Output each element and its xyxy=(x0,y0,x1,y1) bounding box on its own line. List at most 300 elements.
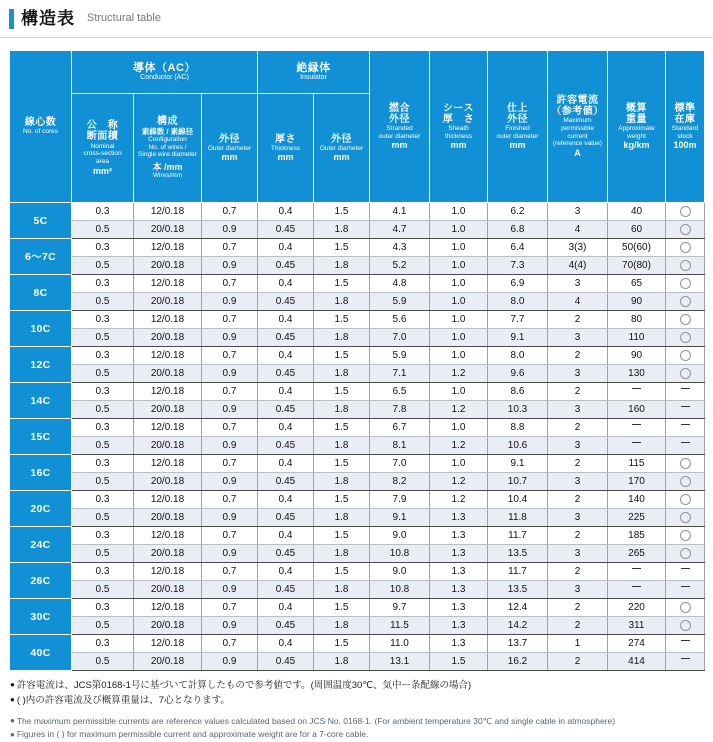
cell-finished-od: 6.9 xyxy=(488,275,548,293)
cell-finished-od: 7.7 xyxy=(488,311,548,329)
cell-finished-od: 11.8 xyxy=(488,509,548,527)
header-config-unit-en: Wires/mm xyxy=(152,171,183,179)
cell-nominal-area: 0.5 xyxy=(72,437,134,455)
cell-insulator-od: 1.5 xyxy=(314,347,370,365)
cell-max-current: 3 xyxy=(548,509,608,527)
cell-standard-stock xyxy=(666,221,705,239)
cell-configuration: 12/0.18 xyxy=(134,455,202,473)
cell-configuration: 20/0.18 xyxy=(134,617,202,635)
cell-configuration: 20/0.18 xyxy=(134,437,202,455)
core-count-label: 24C xyxy=(10,527,72,563)
cell-insulator-thickness: 0.4 xyxy=(258,311,314,329)
cell-stranded-od: 5.2 xyxy=(370,257,430,275)
structural-table xyxy=(9,50,705,671)
cell-finished-od: 9.1 xyxy=(488,329,548,347)
cell-conductor-od: 0.9 xyxy=(202,581,258,599)
header-ins-th-en: Thickness xyxy=(270,144,301,152)
cell-stranded-od: 4.7 xyxy=(370,221,430,239)
cell-configuration: 20/0.18 xyxy=(134,329,202,347)
cell-approx-weight: 160 xyxy=(608,401,666,419)
cell-max-current: 2 xyxy=(548,527,608,545)
table-row xyxy=(10,437,705,455)
header-group-row xyxy=(10,51,705,94)
cell-conductor-od: 0.9 xyxy=(202,473,258,491)
cell-configuration: 12/0.18 xyxy=(134,419,202,437)
core-count-label: 20C xyxy=(10,491,72,527)
footnote-jp-2-text: ( )内の許容電流及び概算重量は、7心となります。 xyxy=(16,695,230,707)
header-finished-unit: mm xyxy=(509,140,526,151)
cell-stranded-od: 7.8 xyxy=(370,401,430,419)
cell-conductor-od: 0.7 xyxy=(202,491,258,509)
cell-insulator-od: 1.5 xyxy=(314,239,370,257)
cell-insulator-thickness: 0.45 xyxy=(258,329,314,347)
cell-approx-weight: 265 xyxy=(608,545,666,563)
cell-sheath-thickness: 1.0 xyxy=(430,329,488,347)
header-stranded-od-jp2: 外径 xyxy=(389,113,410,125)
cell-approx-weight: 90 xyxy=(608,347,666,365)
cell-insulator-thickness: 0.45 xyxy=(258,365,314,383)
not-available-dash-icon xyxy=(632,568,641,574)
cell-stranded-od: 9.0 xyxy=(370,527,430,545)
cell-stranded-od: 13.1 xyxy=(370,653,430,671)
cell-insulator-od: 1.8 xyxy=(314,545,370,563)
cell-nominal-area: 0.3 xyxy=(72,599,134,617)
cell-stranded-od: 7.0 xyxy=(370,455,430,473)
footnote-en-2 xyxy=(10,728,703,742)
cell-nominal-area: 0.5 xyxy=(72,581,134,599)
cell-finished-od: 9.1 xyxy=(488,455,548,473)
cell-nominal-area: 0.3 xyxy=(72,347,134,365)
table-row xyxy=(10,653,705,671)
cell-max-current: 3 xyxy=(548,203,608,221)
footnote-en-1-text: The maximum permissible currents are reference values calculated based on JCS No. 0168-1. (For ambient temperature 30℃ and single cable in atmosphere) xyxy=(16,715,616,726)
header-stranded-od-unit: mm xyxy=(391,140,408,151)
footnote-en-2-text: Figures in ( ) for maximum permissible current and approximate weight are for a 7-core cable. xyxy=(16,729,369,740)
cell-standard-stock xyxy=(666,491,705,509)
header-sheath-en1: Sheath xyxy=(448,124,469,132)
header-finished-en1: Finished xyxy=(505,124,530,132)
cell-approx-weight xyxy=(608,383,666,401)
cell-finished-od: 13.7 xyxy=(488,635,548,653)
header-ins-th-jp: 厚さ xyxy=(275,133,296,145)
cell-insulator-od: 1.8 xyxy=(314,401,370,419)
cell-standard-stock xyxy=(666,239,705,257)
footnote-jp-1 xyxy=(10,678,703,693)
cell-insulator-od: 1.5 xyxy=(314,455,370,473)
cell-configuration: 12/0.18 xyxy=(134,383,202,401)
cell-max-current: 3 xyxy=(548,365,608,383)
cell-approx-weight: 40 xyxy=(608,203,666,221)
not-available-dash-icon xyxy=(632,442,641,448)
core-count-label: 8C xyxy=(10,275,72,311)
cell-max-current: 2 xyxy=(548,347,608,365)
cell-configuration: 12/0.18 xyxy=(134,347,202,365)
footnote-en-1 xyxy=(10,715,703,729)
cell-nominal-area: 0.3 xyxy=(72,491,134,509)
cell-nominal-area: 0.3 xyxy=(72,383,134,401)
bullet-icon: ● xyxy=(10,680,15,689)
cell-standard-stock xyxy=(666,383,705,401)
header-insulator-jp: 絶縁体 xyxy=(296,61,331,74)
cell-insulator-od: 1.8 xyxy=(314,653,370,671)
not-available-dash-icon xyxy=(681,568,690,574)
bullet-icon: ● xyxy=(10,729,15,739)
cell-sheath-thickness: 1.3 xyxy=(430,563,488,581)
core-count-label: 26C xyxy=(10,563,72,599)
header-stranded-od-jp1: 撚合 xyxy=(389,102,410,114)
cell-max-current: 3 xyxy=(548,581,608,599)
core-count-label: 5C xyxy=(10,203,72,239)
page-title: 構造表 xyxy=(21,9,75,28)
table-row xyxy=(10,257,705,275)
header-config-jp-sub: 素線数 / 素線径 xyxy=(141,126,194,136)
cell-stranded-od: 4.3 xyxy=(370,239,430,257)
header-cores-jp: 線心数 xyxy=(24,117,57,129)
table-row xyxy=(10,419,705,437)
core-count-label: 16C xyxy=(10,455,72,491)
header-ins-th-unit: mm xyxy=(277,152,294,163)
cell-insulator-thickness: 0.4 xyxy=(258,275,314,293)
cell-insulator-od: 1.8 xyxy=(314,437,370,455)
stock-available-circle-icon xyxy=(680,548,691,559)
cell-configuration: 12/0.18 xyxy=(134,275,202,293)
header-weight-en1: Approximate xyxy=(618,124,655,132)
header-current-unit: A xyxy=(574,147,581,158)
page-title-bar xyxy=(0,0,713,38)
header-cell-configuration xyxy=(134,94,202,203)
cell-finished-od: 8.6 xyxy=(488,383,548,401)
cell-finished-od: 8.0 xyxy=(488,347,548,365)
header-finished-jp2: 外径 xyxy=(507,113,528,125)
header-nominal-jp2: 断面積 xyxy=(86,131,119,143)
cell-max-current: 1 xyxy=(548,635,608,653)
table-row xyxy=(10,581,705,599)
cell-approx-weight: 70(80) xyxy=(608,257,666,275)
cell-conductor-od: 0.9 xyxy=(202,509,258,527)
table-row xyxy=(10,401,705,419)
cell-insulator-od: 1.8 xyxy=(314,581,370,599)
table-row xyxy=(10,563,705,581)
header-conductor-jp: 導体（AC） xyxy=(133,61,196,74)
stock-available-circle-icon xyxy=(680,494,691,505)
cell-sheath-thickness: 1.0 xyxy=(430,383,488,401)
cell-max-current: 2 xyxy=(548,383,608,401)
cell-conductor-od: 0.9 xyxy=(202,545,258,563)
stock-available-circle-icon xyxy=(680,332,691,343)
header-current-en2: permissible xyxy=(561,124,594,132)
cell-stranded-od: 4.1 xyxy=(370,203,430,221)
cell-sheath-thickness: 1.2 xyxy=(430,437,488,455)
cell-approx-weight: 311 xyxy=(608,617,666,635)
cell-stranded-od: 6.7 xyxy=(370,419,430,437)
cell-insulator-thickness: 0.4 xyxy=(258,383,314,401)
cell-standard-stock xyxy=(666,653,705,671)
header-cell-stranded-od xyxy=(370,51,430,203)
cell-nominal-area: 0.5 xyxy=(72,509,134,527)
cell-nominal-area: 0.5 xyxy=(72,545,134,563)
stock-available-circle-icon xyxy=(680,242,691,253)
cell-insulator-thickness: 0.45 xyxy=(258,545,314,563)
cell-sheath-thickness: 1.0 xyxy=(430,203,488,221)
cell-sheath-thickness: 1.0 xyxy=(430,239,488,257)
cell-standard-stock xyxy=(666,581,705,599)
cell-standard-stock xyxy=(666,455,705,473)
stock-available-circle-icon xyxy=(680,350,691,361)
cell-insulator-thickness: 0.45 xyxy=(258,509,314,527)
cell-approx-weight: 50(60) xyxy=(608,239,666,257)
cell-approx-weight: 414 xyxy=(608,653,666,671)
cell-insulator-od: 1.5 xyxy=(314,635,370,653)
table-row xyxy=(10,329,705,347)
cell-approx-weight: 130 xyxy=(608,365,666,383)
cell-sheath-thickness: 1.0 xyxy=(430,221,488,239)
cell-max-current: 4 xyxy=(548,293,608,311)
cell-configuration: 20/0.18 xyxy=(134,221,202,239)
table-row xyxy=(10,527,705,545)
cell-sheath-thickness: 1.0 xyxy=(430,293,488,311)
cell-insulator-od: 1.5 xyxy=(314,419,370,437)
header-current-jp1: 許容電流 xyxy=(556,94,599,106)
cell-configuration: 20/0.18 xyxy=(134,653,202,671)
cell-stranded-od: 6.5 xyxy=(370,383,430,401)
cell-conductor-od: 0.7 xyxy=(202,635,258,653)
cell-approx-weight: 115 xyxy=(608,455,666,473)
table-row xyxy=(10,293,705,311)
cell-conductor-od: 0.9 xyxy=(202,401,258,419)
cell-insulator-od: 1.5 xyxy=(314,383,370,401)
cell-sheath-thickness: 1.2 xyxy=(430,365,488,383)
header-ins-od-en: Outer diameter xyxy=(319,144,364,152)
cell-conductor-od: 0.7 xyxy=(202,527,258,545)
cell-stranded-od: 9.7 xyxy=(370,599,430,617)
cell-configuration: 20/0.18 xyxy=(134,257,202,275)
cell-stranded-od: 11.5 xyxy=(370,617,430,635)
cell-conductor-od: 0.9 xyxy=(202,221,258,239)
cell-nominal-area: 0.3 xyxy=(72,203,134,221)
cell-stranded-od: 5.6 xyxy=(370,311,430,329)
cell-configuration: 12/0.18 xyxy=(134,203,202,221)
header-sheath-en2: thickness xyxy=(444,132,473,140)
cell-stranded-od: 10.8 xyxy=(370,581,430,599)
cell-insulator-od: 1.5 xyxy=(314,599,370,617)
header-insulator-en: Insulator xyxy=(300,74,327,82)
cell-sheath-thickness: 1.3 xyxy=(430,545,488,563)
table-row xyxy=(10,635,705,653)
cell-finished-od: 8.8 xyxy=(488,419,548,437)
cell-max-current: 4(4) xyxy=(548,257,608,275)
cell-conductor-od: 0.7 xyxy=(202,599,258,617)
page-subtitle: Structural table xyxy=(87,12,161,24)
not-available-dash-icon xyxy=(681,424,690,430)
table-row xyxy=(10,365,705,383)
cell-insulator-od: 1.8 xyxy=(314,257,370,275)
cell-standard-stock xyxy=(666,203,705,221)
stock-available-circle-icon xyxy=(680,476,691,487)
cell-standard-stock xyxy=(666,275,705,293)
header-finished-en2: outer diameter xyxy=(496,132,539,140)
table-row xyxy=(10,383,705,401)
cell-sheath-thickness: 1.3 xyxy=(430,599,488,617)
cell-conductor-od: 0.9 xyxy=(202,329,258,347)
cell-max-current: 2 xyxy=(548,599,608,617)
header-stock-en1: Standard stock xyxy=(671,124,699,140)
header-sheath-jp2: 厚 さ xyxy=(442,113,475,125)
core-count-label: 40C xyxy=(10,635,72,671)
cell-insulator-thickness: 0.4 xyxy=(258,491,314,509)
stock-available-circle-icon xyxy=(680,512,691,523)
header-cell-nominal-area xyxy=(72,94,134,203)
cell-nominal-area: 0.3 xyxy=(72,239,134,257)
cell-configuration: 20/0.18 xyxy=(134,545,202,563)
cell-insulator-od: 1.5 xyxy=(314,203,370,221)
cell-insulator-thickness: 0.4 xyxy=(258,599,314,617)
stock-available-circle-icon xyxy=(680,260,691,271)
cell-sheath-thickness: 1.2 xyxy=(430,473,488,491)
core-count-label: 30C xyxy=(10,599,72,635)
cell-insulator-od: 1.5 xyxy=(314,527,370,545)
header-sheath-unit: mm xyxy=(450,140,467,151)
cell-max-current: 2 xyxy=(548,491,608,509)
cell-approx-weight xyxy=(608,563,666,581)
cell-nominal-area: 0.3 xyxy=(72,635,134,653)
stock-available-circle-icon xyxy=(680,296,691,307)
cell-finished-od: 10.7 xyxy=(488,473,548,491)
not-available-dash-icon xyxy=(681,658,690,664)
header-cell-conductor-group xyxy=(72,51,258,94)
header-config-en1: Configuration xyxy=(148,135,187,143)
header-cell-cores xyxy=(10,51,72,203)
header-cond-od-unit: mm xyxy=(221,152,238,163)
header-config-jp: 構成 xyxy=(157,116,178,128)
header-weight-en2: weight xyxy=(627,132,646,140)
cell-insulator-od: 1.8 xyxy=(314,221,370,239)
cell-sheath-thickness: 1.2 xyxy=(430,491,488,509)
cell-max-current: 2 xyxy=(548,653,608,671)
cell-insulator-thickness: 0.45 xyxy=(258,293,314,311)
cell-insulator-od: 1.5 xyxy=(314,563,370,581)
cell-standard-stock xyxy=(666,617,705,635)
cell-approx-weight xyxy=(608,581,666,599)
cell-sheath-thickness: 1.3 xyxy=(430,527,488,545)
cell-insulator-thickness: 0.45 xyxy=(258,437,314,455)
cell-standard-stock xyxy=(666,563,705,581)
cell-insulator-thickness: 0.4 xyxy=(258,635,314,653)
cell-max-current: 3 xyxy=(548,401,608,419)
cell-stranded-od: 10.8 xyxy=(370,545,430,563)
cell-nominal-area: 0.5 xyxy=(72,221,134,239)
cell-nominal-area: 0.5 xyxy=(72,617,134,635)
cell-insulator-thickness: 0.45 xyxy=(258,617,314,635)
cell-finished-od: 6.8 xyxy=(488,221,548,239)
cell-insulator-thickness: 0.45 xyxy=(258,401,314,419)
footnotes xyxy=(0,671,713,742)
header-sheath-jp1: シース xyxy=(443,102,474,114)
structural-table-body xyxy=(10,203,705,671)
cell-configuration: 12/0.18 xyxy=(134,239,202,257)
cell-insulator-thickness: 0.4 xyxy=(258,203,314,221)
not-available-dash-icon xyxy=(681,586,690,592)
cell-finished-od: 16.2 xyxy=(488,653,548,671)
cell-stranded-od: 4.8 xyxy=(370,275,430,293)
cell-standard-stock xyxy=(666,473,705,491)
header-cell-approx-weight xyxy=(608,51,666,203)
not-available-dash-icon xyxy=(681,388,690,394)
table-row xyxy=(10,473,705,491)
cell-approx-weight: 65 xyxy=(608,275,666,293)
header-conductor-en: Conductor (AC) xyxy=(140,74,189,82)
cell-insulator-od: 1.8 xyxy=(314,293,370,311)
cell-configuration: 12/0.18 xyxy=(134,311,202,329)
cell-nominal-area: 0.5 xyxy=(72,293,134,311)
cell-nominal-area: 0.3 xyxy=(72,527,134,545)
cell-insulator-od: 1.8 xyxy=(314,329,370,347)
cell-standard-stock xyxy=(666,401,705,419)
cell-finished-od: 8.0 xyxy=(488,293,548,311)
cell-sheath-thickness: 1.3 xyxy=(430,617,488,635)
cell-conductor-od: 0.9 xyxy=(202,653,258,671)
cell-approx-weight xyxy=(608,437,666,455)
table-row xyxy=(10,275,705,293)
cell-insulator-thickness: 0.45 xyxy=(258,581,314,599)
header-cond-od-en: Outer diameter xyxy=(207,144,252,152)
cell-nominal-area: 0.5 xyxy=(72,473,134,491)
cell-finished-od: 12.4 xyxy=(488,599,548,617)
header-stranded-od-en1: Stranded xyxy=(386,124,413,132)
table-row xyxy=(10,545,705,563)
cell-max-current: 2 xyxy=(548,563,608,581)
cell-configuration: 12/0.18 xyxy=(134,527,202,545)
cell-conductor-od: 0.9 xyxy=(202,365,258,383)
stock-available-circle-icon xyxy=(680,206,691,217)
footnote-jp-2 xyxy=(10,693,703,708)
cell-finished-od: 10.3 xyxy=(488,401,548,419)
cell-conductor-od: 0.7 xyxy=(202,347,258,365)
header-config-en3: Single wire diameter xyxy=(138,151,197,159)
cell-standard-stock xyxy=(666,419,705,437)
not-available-dash-icon xyxy=(681,406,690,412)
table-row xyxy=(10,347,705,365)
cell-stranded-od: 8.1 xyxy=(370,437,430,455)
cell-conductor-od: 0.9 xyxy=(202,257,258,275)
header-weight-jp2: 重量 xyxy=(626,113,647,125)
cell-sheath-thickness: 1.0 xyxy=(430,311,488,329)
cell-approx-weight: 80 xyxy=(608,311,666,329)
cell-nominal-area: 0.5 xyxy=(72,329,134,347)
stock-available-circle-icon xyxy=(680,458,691,469)
cell-finished-od: 6.4 xyxy=(488,239,548,257)
cell-nominal-area: 0.5 xyxy=(72,401,134,419)
stock-available-circle-icon xyxy=(680,314,691,325)
cell-conductor-od: 0.7 xyxy=(202,563,258,581)
cell-standard-stock xyxy=(666,635,705,653)
cell-approx-weight: 274 xyxy=(608,635,666,653)
header-current-en1: Maximum xyxy=(563,117,592,125)
cell-configuration: 12/0.18 xyxy=(134,563,202,581)
cell-sheath-thickness: 1.5 xyxy=(430,653,488,671)
cell-approx-weight: 225 xyxy=(608,509,666,527)
bullet-icon: ● xyxy=(10,716,15,726)
cell-finished-od: 7.3 xyxy=(488,257,548,275)
cell-sheath-thickness: 1.0 xyxy=(430,419,488,437)
cell-standard-stock xyxy=(666,293,705,311)
cell-max-current: 3 xyxy=(548,437,608,455)
cell-insulator-od: 1.8 xyxy=(314,365,370,383)
cell-configuration: 20/0.18 xyxy=(134,365,202,383)
cell-nominal-area: 0.5 xyxy=(72,653,134,671)
stock-available-circle-icon xyxy=(680,224,691,235)
header-cond-od-jp: 外径 xyxy=(219,133,240,145)
cell-finished-od: 6.2 xyxy=(488,203,548,221)
